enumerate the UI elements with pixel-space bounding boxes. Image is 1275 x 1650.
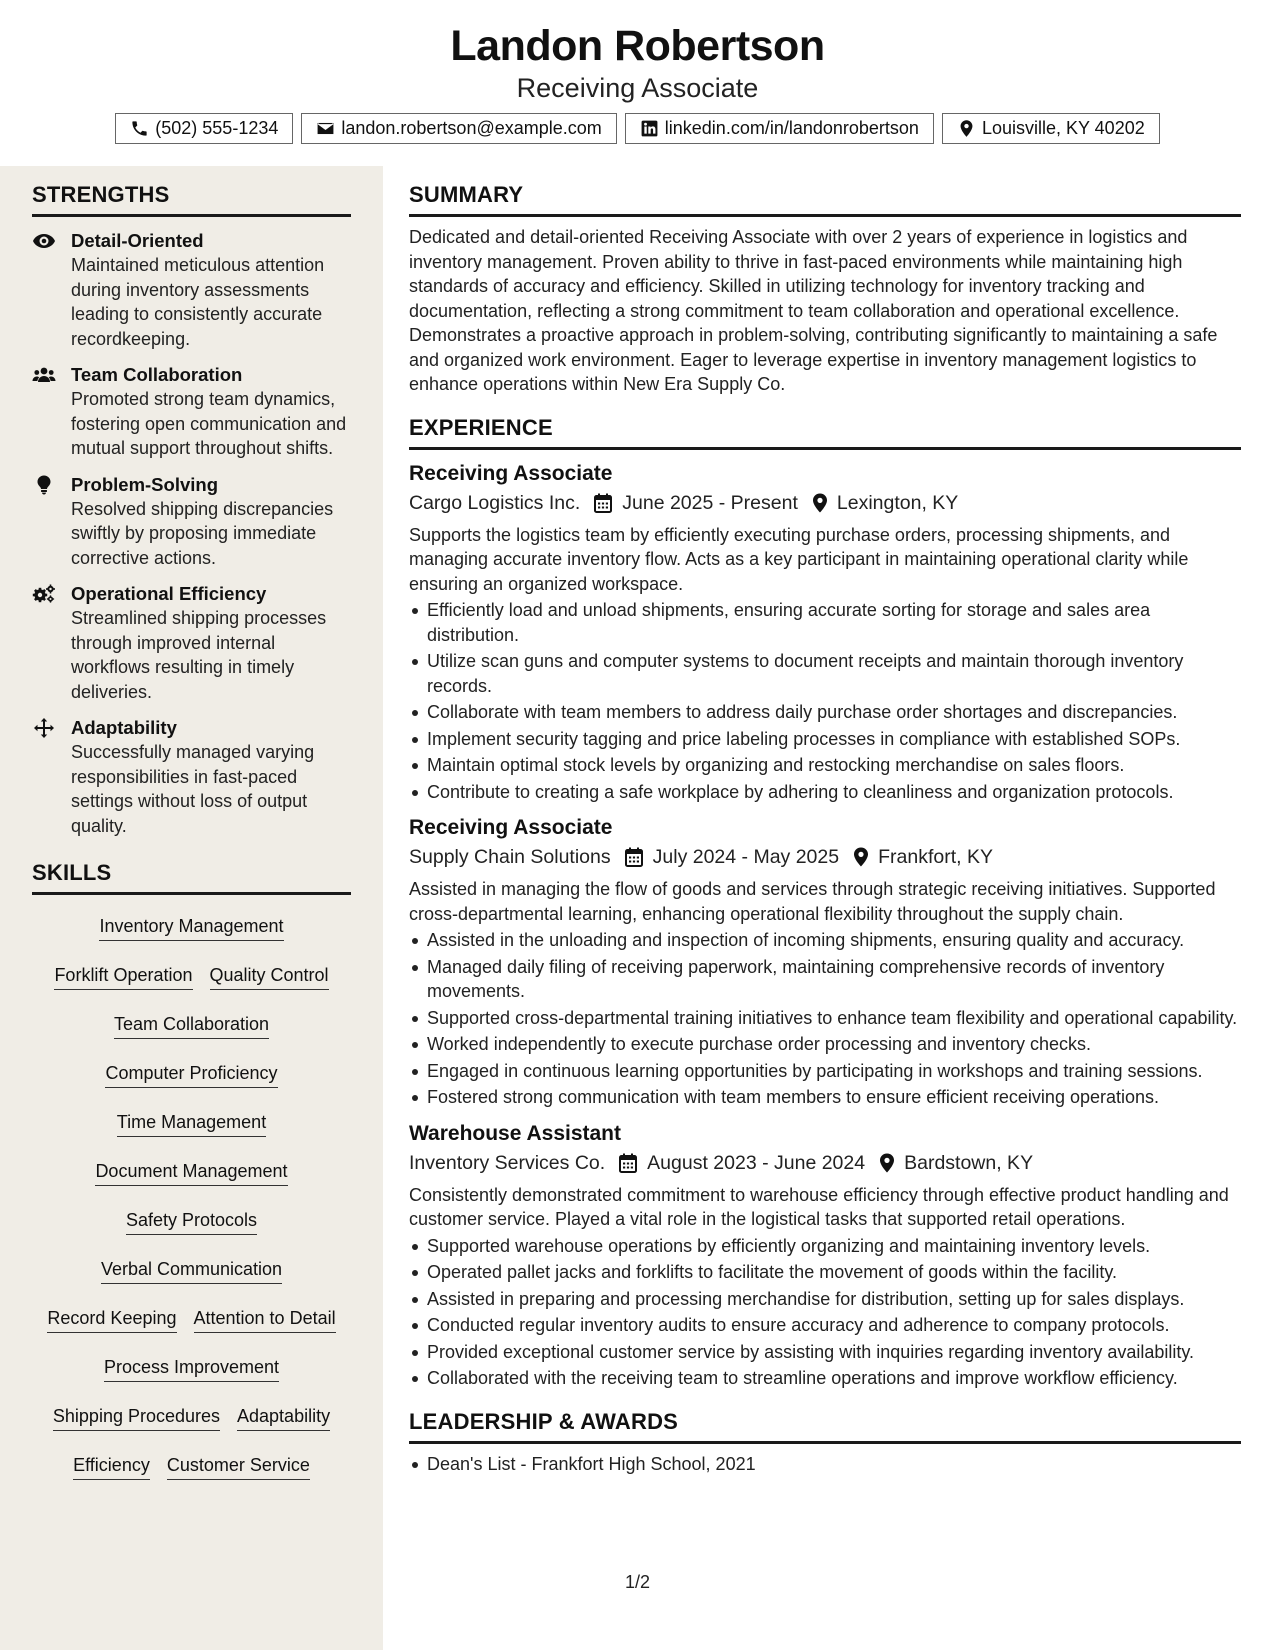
arrows-move-icon — [32, 718, 56, 738]
skill-tag: Forklift Operation — [54, 956, 192, 990]
summary-title: SUMMARY — [409, 182, 1241, 217]
strength-desc: Resolved shipping discrepancies swiftly by proposing immediate corrective actions. — [71, 498, 334, 568]
job-entry — [409, 460, 1241, 805]
list-item: Engaged in continuous learning opportunities by participating in workshops and training sessions. — [409, 1059, 1241, 1084]
calendar-icon — [625, 847, 643, 867]
calendar-icon — [619, 1153, 637, 1173]
contact-phone[interactable] — [115, 113, 293, 144]
skill-tag: Adaptability — [237, 1397, 330, 1431]
list-item: Utilize scan guns and computer systems to document receipts and maintain thorough inventory records. — [409, 649, 1241, 698]
list-item: Contribute to creating a safe workplace by adhering to cleanliness and organization protocols. — [409, 780, 1241, 805]
sidebar — [0, 166, 383, 1650]
skills-title: SKILLS — [32, 860, 351, 895]
awards-list — [409, 1452, 1241, 1477]
job-title: Receiving Associate — [409, 461, 613, 485]
job-dates: June 2025 - Present — [622, 491, 798, 514]
list-item: Efficiently load and unload shipments, ensuring accurate sorting for storage and sales area distribution. — [409, 598, 1241, 647]
job-description: Consistently demonstrated commitment to warehouse efficiency through effective product handling and customer service. Played a vital role in the logistical tasks that supported retail operations. — [409, 1184, 1229, 1229]
strength-desc: Successfully managed varying responsibilities in fast-paced settings without loss of output quality. — [71, 742, 315, 836]
strength-item — [32, 363, 351, 461]
list-item: Collaborated with the receiving team to streamline operations and improve workflow efficiency. — [409, 1366, 1241, 1391]
job-title: Receiving Associate — [409, 816, 613, 839]
contact-phone-text: (502) 555-1234 — [155, 118, 279, 138]
list-item: Conducted regular inventory audits to ensure accuracy and adherence to company protocols. — [409, 1313, 1241, 1338]
list-item: Supported cross-departmental training initiatives to enhance team flexibility and operational capability. — [409, 1006, 1241, 1031]
page-number: 1/2 — [624, 1572, 651, 1592]
list-item: Assisted in preparing and processing merchandise for distribution, setting up for sales displays. — [409, 1287, 1241, 1312]
calendar-icon — [594, 493, 612, 513]
envelope-icon — [316, 119, 335, 138]
strength-item — [32, 582, 351, 704]
list-item: Assisted in the unloading and inspection of incoming shipments, ensuring quality and accuracy. — [409, 928, 1241, 953]
job-meta — [409, 488, 1241, 518]
map-pin-icon — [879, 1153, 895, 1173]
list-item: Implement security tagging and price labeling processes in compliance with established SOPs. — [409, 727, 1241, 752]
job-company: Inventory Services Co. — [409, 1151, 606, 1174]
job-dates: August 2023 - June 2024 — [647, 1151, 866, 1174]
resume-header — [0, 0, 1275, 166]
list-item: Collaborate with team members to address daily purchase order shortages and discrepancies. — [409, 700, 1241, 725]
strength-desc: Promoted strong team dynamics, fostering open communication and mutual support throughout shifts. — [71, 389, 347, 458]
skill-tag: Efficiency — [73, 1446, 150, 1480]
job-description: Assisted in managing the flow of goods and services through strategic receiving initiatives. Supported cross-departmental learning, enhancing operational flexibility throughout the supply chain. — [409, 879, 1216, 924]
job-bullets — [409, 928, 1241, 1110]
job-location: Lexington, KY — [836, 491, 959, 514]
strength-desc: Maintained meticulous attention during inventory assessments leading to consistently accurate recordkeeping. — [71, 255, 325, 349]
candidate-role: Receiving Associate — [516, 73, 759, 103]
list-item: Maintain optimal stock levels by organizing and restocking merchandise on sales floors. — [409, 753, 1241, 778]
job-entry — [409, 814, 1241, 1110]
list-item: Operated pallet jacks and forklifts to facilitate the movement of goods within the facility. — [409, 1260, 1241, 1285]
contact-email-text: landon.robertson@example.com — [341, 118, 602, 138]
strength-desc: Streamlined shipping processes through improved internal workflows resulting in timely deliveries. — [71, 608, 327, 702]
job-dates: July 2024 - May 2025 — [652, 846, 840, 868]
awards-title: LEADERSHIP & AWARDS — [409, 1409, 1241, 1444]
job-meta — [409, 1148, 1241, 1178]
eye-icon — [32, 231, 56, 251]
experience-title: EXPERIENCE — [409, 415, 1241, 450]
job-entry — [409, 1120, 1241, 1391]
candidate-name: Landon Robertson — [450, 22, 825, 70]
list-item: Dean's List - Frankfort High School, 2021 — [409, 1452, 1241, 1477]
skill-tag: Verbal Communication — [101, 1250, 282, 1284]
skill-tag: Computer Proficiency — [105, 1054, 277, 1088]
skill-tag: Shipping Procedures — [53, 1397, 220, 1431]
contact-location-text: Louisville, KY 40202 — [981, 118, 1145, 138]
list-item: Fostered strong communication with team members to ensure efficient receiving operations. — [409, 1085, 1241, 1110]
map-pin-icon — [957, 119, 976, 138]
job-title: Warehouse Assistant — [409, 1121, 621, 1145]
contact-linkedin[interactable] — [625, 113, 934, 144]
skill-tag: Quality Control — [210, 956, 329, 990]
list-item: Supported warehouse operations by efficiently organizing and maintaining inventory levels. — [409, 1234, 1241, 1259]
lightbulb-icon — [32, 475, 56, 495]
strength-name: Operational Efficiency — [71, 583, 267, 604]
users-icon — [32, 365, 56, 385]
contact-location[interactable] — [942, 113, 1160, 144]
linkedin-icon — [640, 119, 659, 138]
skill-tag: Document Management — [95, 1152, 287, 1186]
summary-text: Dedicated and detail-oriented Receiving Associate with over 2 years of experience in logistics and inventory management. Proven ability to thrive in fast-paced environments while maintaining high standards of accuracy and efficiency. Skilled in utilizing technology for inventory tracking and documentation, reflecting a strong commitment to team collaboration and operational excellence. Demonstrates a proactive approach in problem-solving, contributing significantly to maintaining a safe and organized work environment. Eager to leverage expertise in inventory management logistics to enhance operations within New Era Supply Co. — [409, 227, 1218, 394]
map-pin-icon — [812, 493, 828, 513]
list-item: Managed daily filing of receiving paperwork, maintaining comprehensive records of inventory movements. — [409, 955, 1241, 1004]
strength-item — [32, 229, 351, 351]
contact-email[interactable] — [301, 113, 616, 144]
strength-name: Problem-Solving — [71, 473, 218, 495]
main-content — [409, 166, 1241, 1478]
strength-name: Detail-Oriented — [71, 230, 204, 251]
strength-name: Adaptability — [71, 717, 177, 738]
list-item: Provided exceptional customer service by assisting with inquiries regarding inventory availability. — [409, 1340, 1241, 1365]
skill-tag: Inventory Management — [99, 907, 283, 941]
skill-tag: Process Improvement — [104, 1348, 279, 1382]
job-location: Bardstown, KY — [904, 1151, 1034, 1174]
skill-tag: Attention to Detail — [194, 1299, 336, 1333]
strength-name: Team Collaboration — [71, 364, 243, 385]
skills-list — [32, 907, 351, 1495]
skill-tag: Time Management — [117, 1103, 266, 1137]
job-description: Supports the logistics team by efficiently executing purchase orders, processing shipments, and managing accurate inventory flow. Acts as a key participant in maintaining operational clarity while ensuring an organized workspace. — [409, 524, 1189, 594]
skill-tag: Customer Service — [167, 1446, 310, 1480]
strength-item — [32, 716, 351, 838]
job-company: Cargo Logistics Inc. — [409, 491, 581, 514]
job-bullets — [409, 598, 1241, 804]
job-location: Frankfort, KY — [878, 846, 993, 868]
map-pin-icon — [853, 847, 869, 867]
gears-icon — [32, 584, 56, 604]
phone-icon — [130, 119, 149, 138]
skill-tag: Record Keeping — [47, 1299, 176, 1333]
job-meta — [409, 842, 1241, 872]
list-item: Worked independently to execute purchase order processing and inventory checks. — [409, 1032, 1241, 1057]
skill-tag: Safety Protocols — [126, 1201, 257, 1235]
contact-linkedin-text: linkedin.com/in/landonrobertson — [664, 118, 919, 138]
contact-bar — [0, 113, 1275, 144]
job-bullets — [409, 1234, 1241, 1391]
strengths-title: STRENGTHS — [32, 182, 351, 217]
job-company: Supply Chain Solutions — [409, 846, 611, 868]
skill-tag: Team Collaboration — [114, 1005, 269, 1039]
strength-item — [32, 473, 351, 571]
